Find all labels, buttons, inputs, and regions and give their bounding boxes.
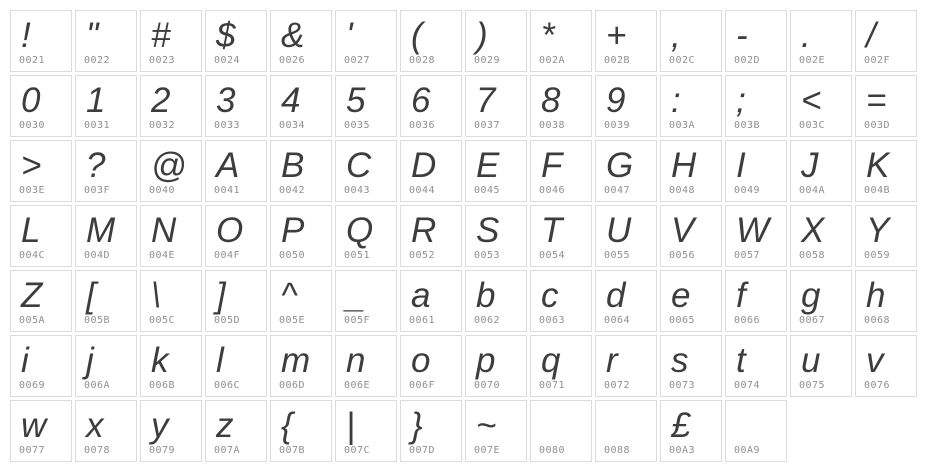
glyph-character: :	[671, 81, 681, 120]
glyph-cell[interactable]	[335, 270, 397, 332]
glyph-cell[interactable]	[725, 400, 787, 462]
glyph-cell[interactable]	[530, 75, 592, 137]
glyph-cell[interactable]	[140, 140, 202, 202]
glyph-character: R	[411, 211, 437, 250]
glyph-code-label: 004A	[799, 185, 826, 196]
glyph-code-label: 0072	[604, 380, 631, 391]
glyph-code-label: 0031	[84, 120, 111, 131]
glyph-character: 9	[606, 81, 626, 120]
glyph-cell[interactable]	[75, 270, 137, 332]
glyph-code-label: 0071	[539, 380, 566, 391]
glyph-cell[interactable]	[595, 10, 657, 72]
glyph-cell[interactable]	[660, 205, 722, 267]
glyph-cell[interactable]	[725, 75, 787, 137]
glyph-cell[interactable]	[270, 400, 332, 462]
glyph-character: £	[671, 406, 691, 445]
glyph-cell[interactable]	[10, 140, 72, 202]
glyph-cell[interactable]	[855, 140, 917, 202]
glyph-cell[interactable]	[400, 140, 462, 202]
glyph-code-label: 003D	[864, 120, 891, 131]
glyph-code-label: 004D	[84, 250, 111, 261]
glyph-character: V	[671, 211, 695, 250]
glyph-code-label: 005A	[19, 315, 46, 326]
glyph-cell[interactable]	[595, 270, 657, 332]
glyph-cell[interactable]	[75, 400, 137, 462]
glyph-code-label: 0062	[474, 315, 501, 326]
glyph-character: e	[671, 276, 691, 315]
glyph-code-label: 0053	[474, 250, 501, 261]
glyph-character: &	[281, 16, 305, 55]
glyph-character: T	[541, 211, 563, 250]
glyph-code-label: 004C	[19, 250, 46, 261]
glyph-cell[interactable]	[465, 10, 527, 72]
glyph-cell[interactable]	[205, 140, 267, 202]
glyph-code-label: 0061	[409, 315, 436, 326]
glyph-code-label: 0022	[84, 55, 111, 66]
glyph-character: <	[801, 81, 822, 120]
glyph-code-label: 0076	[864, 380, 891, 391]
glyph-character: !	[21, 16, 31, 55]
glyph-cell[interactable]	[270, 205, 332, 267]
glyph-character: c	[541, 276, 559, 315]
glyph-code-label: 0059	[864, 250, 891, 261]
glyph-code-label: 003A	[669, 120, 696, 131]
glyph-code-label: 0057	[734, 250, 761, 261]
glyph-character: y	[151, 406, 169, 445]
glyph-cell[interactable]	[595, 335, 657, 397]
glyph-character: $	[216, 16, 236, 55]
glyph-cell[interactable]	[335, 10, 397, 72]
glyph-character: 8	[541, 81, 561, 120]
glyph-cell[interactable]	[335, 75, 397, 137]
glyph-character: 7	[476, 81, 496, 120]
glyph-code-label: 003E	[19, 185, 46, 196]
glyph-cell[interactable]	[855, 205, 917, 267]
glyph-code-label: 005F	[344, 315, 371, 326]
glyph-cell[interactable]	[465, 270, 527, 332]
glyph-character: =	[866, 81, 887, 120]
glyph-character: +	[606, 16, 627, 55]
glyph-code-label: 0069	[19, 380, 46, 391]
glyph-cell[interactable]	[660, 400, 722, 462]
glyph-character: F	[541, 146, 563, 185]
glyph-character: M	[86, 211, 116, 250]
glyph-character: n	[346, 341, 366, 380]
glyph-character: r	[606, 341, 618, 380]
glyph-code-label: 0074	[734, 380, 761, 391]
glyph-code-label: 0036	[409, 120, 436, 131]
glyph-character: q	[541, 341, 561, 380]
glyph-character: ^	[281, 276, 298, 315]
glyph-cell[interactable]	[660, 10, 722, 72]
glyph-cell[interactable]	[725, 270, 787, 332]
glyph-code-label: 0035	[344, 120, 371, 131]
glyph-character: \	[151, 276, 161, 315]
glyph-character	[726, 401, 786, 408]
glyph-character: _	[346, 276, 366, 315]
glyph-character: )	[476, 16, 488, 55]
glyph-cell[interactable]	[400, 205, 462, 267]
glyph-code-label: 0043	[344, 185, 371, 196]
glyph-character: v	[866, 341, 884, 380]
glyph-code-label: 0049	[734, 185, 761, 196]
glyph-character: P	[281, 211, 305, 250]
glyph-cell[interactable]	[465, 75, 527, 137]
glyph-code-label: 0050	[279, 250, 306, 261]
glyph-character: U	[606, 211, 632, 250]
glyph-character: X	[801, 211, 825, 250]
glyph-character	[531, 401, 591, 408]
glyph-character: '	[346, 16, 353, 55]
glyph-code-label: 002A	[539, 55, 566, 66]
glyph-character: z	[216, 406, 234, 445]
glyph-code-label: 0070	[474, 380, 501, 391]
glyph-cell[interactable]	[75, 205, 137, 267]
glyph-character: }	[411, 406, 423, 445]
glyph-character: ~	[476, 406, 497, 445]
glyph-character: 0	[21, 81, 41, 120]
glyph-code-label: 002E	[799, 55, 826, 66]
glyph-character: [	[86, 276, 96, 315]
glyph-character: N	[151, 211, 177, 250]
glyph-character: J	[801, 146, 819, 185]
glyph-cell[interactable]	[790, 10, 852, 72]
glyph-character: 2	[151, 81, 171, 120]
glyph-character: Z	[21, 276, 43, 315]
glyph-code-label: 0065	[669, 315, 696, 326]
glyph-cell[interactable]	[595, 205, 657, 267]
glyph-cell[interactable]	[75, 335, 137, 397]
glyph-code-label: 006F	[409, 380, 436, 391]
glyph-character: ?	[86, 146, 106, 185]
glyph-cell[interactable]	[790, 270, 852, 332]
glyph-code-label: 003F	[84, 185, 111, 196]
glyph-cell[interactable]	[335, 400, 397, 462]
glyph-code-label: 003C	[799, 120, 826, 131]
glyph-cell[interactable]	[465, 400, 527, 462]
glyph-character: G	[606, 146, 634, 185]
glyph-code-label: 005E	[279, 315, 306, 326]
glyph-character: E	[476, 146, 500, 185]
glyph-code-label: 006C	[214, 380, 241, 391]
glyph-code-label: 005C	[149, 315, 176, 326]
glyph-character: o	[411, 341, 431, 380]
glyph-cell[interactable]	[660, 270, 722, 332]
glyph-code-label: 004E	[149, 250, 176, 261]
glyph-character: W	[736, 211, 770, 250]
glyph-character: b	[476, 276, 496, 315]
glyph-code-label: 005D	[214, 315, 241, 326]
glyph-code-label: 00A3	[669, 445, 696, 456]
glyph-code-label: 0044	[409, 185, 436, 196]
glyph-cell[interactable]	[10, 335, 72, 397]
glyph-code-label: 0028	[409, 55, 436, 66]
glyph-cell[interactable]	[660, 140, 722, 202]
glyph-character: 5	[346, 81, 366, 120]
glyph-cell[interactable]	[10, 400, 72, 462]
glyph-character: I	[736, 146, 746, 185]
glyph-cell[interactable]	[140, 400, 202, 462]
glyph-code-label: 007E	[474, 445, 501, 456]
glyph-code-label: 005B	[84, 315, 111, 326]
glyph-cell[interactable]	[725, 205, 787, 267]
glyph-character: Q	[346, 211, 374, 250]
glyph-character: @	[151, 146, 187, 185]
glyph-code-label: 0068	[864, 315, 891, 326]
glyph-cell[interactable]	[595, 400, 657, 462]
glyph-code-label: 0051	[344, 250, 371, 261]
glyph-character: L	[21, 211, 41, 250]
glyph-character: #	[151, 16, 171, 55]
glyph-cell[interactable]	[205, 75, 267, 137]
glyph-character: a	[411, 276, 431, 315]
glyph-cell[interactable]	[75, 140, 137, 202]
glyph-code-label: 007D	[409, 445, 436, 456]
glyph-cell[interactable]	[75, 75, 137, 137]
glyph-character: l	[216, 341, 224, 380]
glyph-cell[interactable]	[790, 140, 852, 202]
glyph-code-label: 0079	[149, 445, 176, 456]
glyph-cell[interactable]	[855, 10, 917, 72]
glyph-cell[interactable]	[725, 335, 787, 397]
glyph-cell[interactable]	[855, 75, 917, 137]
glyph-code-label: 006B	[149, 380, 176, 391]
glyph-cell[interactable]	[335, 335, 397, 397]
glyph-cell[interactable]	[205, 270, 267, 332]
glyph-character: .	[801, 16, 811, 55]
glyph-character: j	[86, 341, 94, 380]
glyph-code-label: 0067	[799, 315, 826, 326]
glyph-code-label: 0039	[604, 120, 631, 131]
glyph-cell[interactable]	[465, 335, 527, 397]
glyph-character: O	[216, 211, 244, 250]
glyph-code-label: 002C	[669, 55, 696, 66]
glyph-code-label: 0030	[19, 120, 46, 131]
glyph-code-label: 0056	[669, 250, 696, 261]
glyph-cell[interactable]	[530, 400, 592, 462]
glyph-character: *	[541, 16, 555, 55]
glyph-character: 6	[411, 81, 431, 120]
glyph-cell[interactable]	[270, 140, 332, 202]
glyph-cell[interactable]	[400, 335, 462, 397]
glyph-character: f	[736, 276, 746, 315]
glyph-cell[interactable]	[725, 10, 787, 72]
glyph-cell[interactable]	[660, 335, 722, 397]
glyph-character: C	[346, 146, 372, 185]
glyph-cell[interactable]	[205, 205, 267, 267]
glyph-character: K	[866, 146, 890, 185]
glyph-cell[interactable]	[465, 140, 527, 202]
glyph-code-label: 0077	[19, 445, 46, 456]
glyph-cell[interactable]	[595, 75, 657, 137]
glyph-code-label: 0041	[214, 185, 241, 196]
glyph-code-label: 0037	[474, 120, 501, 131]
glyph-code-label: 006A	[84, 380, 111, 391]
glyph-character: ]	[216, 276, 226, 315]
glyph-character: D	[411, 146, 437, 185]
glyph-code-label: 0075	[799, 380, 826, 391]
glyph-cell[interactable]	[140, 205, 202, 267]
glyph-cell[interactable]	[270, 335, 332, 397]
glyph-code-label: 0027	[344, 55, 371, 66]
glyph-cell[interactable]	[790, 335, 852, 397]
glyph-character: m	[281, 341, 311, 380]
glyph-character: x	[86, 406, 104, 445]
glyph-character: w	[21, 406, 47, 445]
glyph-code-label: 0042	[279, 185, 306, 196]
glyph-cell[interactable]	[270, 270, 332, 332]
glyph-character: |	[346, 406, 356, 445]
glyph-code-label: 0064	[604, 315, 631, 326]
glyph-cell[interactable]	[400, 400, 462, 462]
glyph-code-label: 0080	[539, 445, 566, 456]
glyph-cell[interactable]	[10, 75, 72, 137]
glyph-character: B	[281, 146, 305, 185]
glyph-character: /	[866, 16, 876, 55]
glyph-code-label: 0038	[539, 120, 566, 131]
glyph-cell[interactable]	[855, 270, 917, 332]
glyph-code-label: 0029	[474, 55, 501, 66]
glyph-code-label: 0032	[149, 120, 176, 131]
glyph-code-label: 007A	[214, 445, 241, 456]
glyph-cell[interactable]	[400, 10, 462, 72]
glyph-character: {	[281, 406, 293, 445]
glyph-code-label: 0024	[214, 55, 241, 66]
glyph-cell[interactable]	[530, 270, 592, 332]
glyph-cell[interactable]	[270, 10, 332, 72]
glyph-cell[interactable]	[530, 10, 592, 72]
glyph-code-label: 0058	[799, 250, 826, 261]
glyph-character: S	[476, 211, 500, 250]
glyph-cell[interactable]	[335, 205, 397, 267]
glyph-code-label: 006E	[344, 380, 371, 391]
glyph-cell[interactable]	[725, 140, 787, 202]
glyph-cell[interactable]	[595, 140, 657, 202]
glyph-character: "	[86, 16, 99, 55]
glyph-cell[interactable]	[530, 335, 592, 397]
glyph-character: h	[866, 276, 886, 315]
glyph-code-label: 0048	[669, 185, 696, 196]
glyph-cell[interactable]	[790, 75, 852, 137]
glyph-code-label: 0034	[279, 120, 306, 131]
glyph-cell[interactable]	[205, 10, 267, 72]
glyph-code-label: 0021	[19, 55, 46, 66]
glyph-character: H	[671, 146, 697, 185]
glyph-character: ;	[736, 81, 746, 120]
glyph-code-label: 0073	[669, 380, 696, 391]
glyph-code-label: 0055	[604, 250, 631, 261]
glyph-cell[interactable]	[140, 10, 202, 72]
glyph-character: k	[151, 341, 169, 380]
glyph-character: 1	[86, 81, 106, 120]
glyph-character: s	[671, 341, 689, 380]
glyph-cell[interactable]	[205, 335, 267, 397]
glyph-code-label: 007B	[279, 445, 306, 456]
glyph-code-label: 0078	[84, 445, 111, 456]
glyph-character: (	[411, 16, 423, 55]
glyph-code-label: 004B	[864, 185, 891, 196]
glyph-character: i	[21, 341, 29, 380]
glyph-code-label: 0063	[539, 315, 566, 326]
glyph-cell[interactable]	[660, 75, 722, 137]
glyph-cell[interactable]	[10, 270, 72, 332]
glyph-character: >	[21, 146, 42, 185]
glyph-code-label: 0045	[474, 185, 501, 196]
glyph-cell[interactable]	[140, 335, 202, 397]
glyph-cell[interactable]	[205, 400, 267, 462]
glyph-code-label: 0052	[409, 250, 436, 261]
glyph-cell[interactable]	[10, 205, 72, 267]
glyph-code-label: 007C	[344, 445, 371, 456]
glyph-cell[interactable]	[75, 10, 137, 72]
glyph-cell[interactable]	[140, 270, 202, 332]
glyph-cell[interactable]	[855, 335, 917, 397]
glyph-cell[interactable]	[465, 205, 527, 267]
glyph-code-label: 0023	[149, 55, 176, 66]
glyph-character: p	[476, 341, 496, 380]
glyph-code-label: 002F	[864, 55, 891, 66]
glyph-code-label: 002B	[604, 55, 631, 66]
glyph-character: g	[801, 276, 821, 315]
glyph-character: 3	[216, 81, 236, 120]
glyph-character: 4	[281, 81, 301, 120]
glyph-cell[interactable]	[400, 270, 462, 332]
glyph-character: t	[736, 341, 746, 380]
glyph-character: -	[736, 16, 748, 55]
glyph-cell[interactable]	[10, 10, 72, 72]
glyph-cell[interactable]	[400, 75, 462, 137]
glyph-code-label: 0054	[539, 250, 566, 261]
glyph-cell[interactable]	[530, 205, 592, 267]
glyph-character: d	[606, 276, 626, 315]
glyph-cell[interactable]	[335, 140, 397, 202]
glyph-code-label: 002D	[734, 55, 761, 66]
glyph-code-label: 003B	[734, 120, 761, 131]
glyph-code-label: 0046	[539, 185, 566, 196]
glyph-character: u	[801, 341, 821, 380]
glyph-cell[interactable]	[790, 205, 852, 267]
glyph-character	[596, 401, 656, 408]
glyph-cell[interactable]	[530, 140, 592, 202]
glyph-code-label: 0066	[734, 315, 761, 326]
glyph-code-label: 0040	[149, 185, 176, 196]
glyph-code-label: 004F	[214, 250, 241, 261]
glyph-code-label: 006D	[279, 380, 306, 391]
glyph-code-label: 0047	[604, 185, 631, 196]
glyph-code-label: 0026	[279, 55, 306, 66]
glyph-code-label: 0088	[604, 445, 631, 456]
glyph-character: A	[216, 146, 240, 185]
glyph-code-label: 0033	[214, 120, 241, 131]
glyph-cell[interactable]	[270, 75, 332, 137]
glyph-character: Y	[866, 211, 890, 250]
glyph-cell[interactable]	[140, 75, 202, 137]
glyph-code-label: 00A9	[734, 445, 761, 456]
glyph-character: ,	[671, 16, 681, 55]
